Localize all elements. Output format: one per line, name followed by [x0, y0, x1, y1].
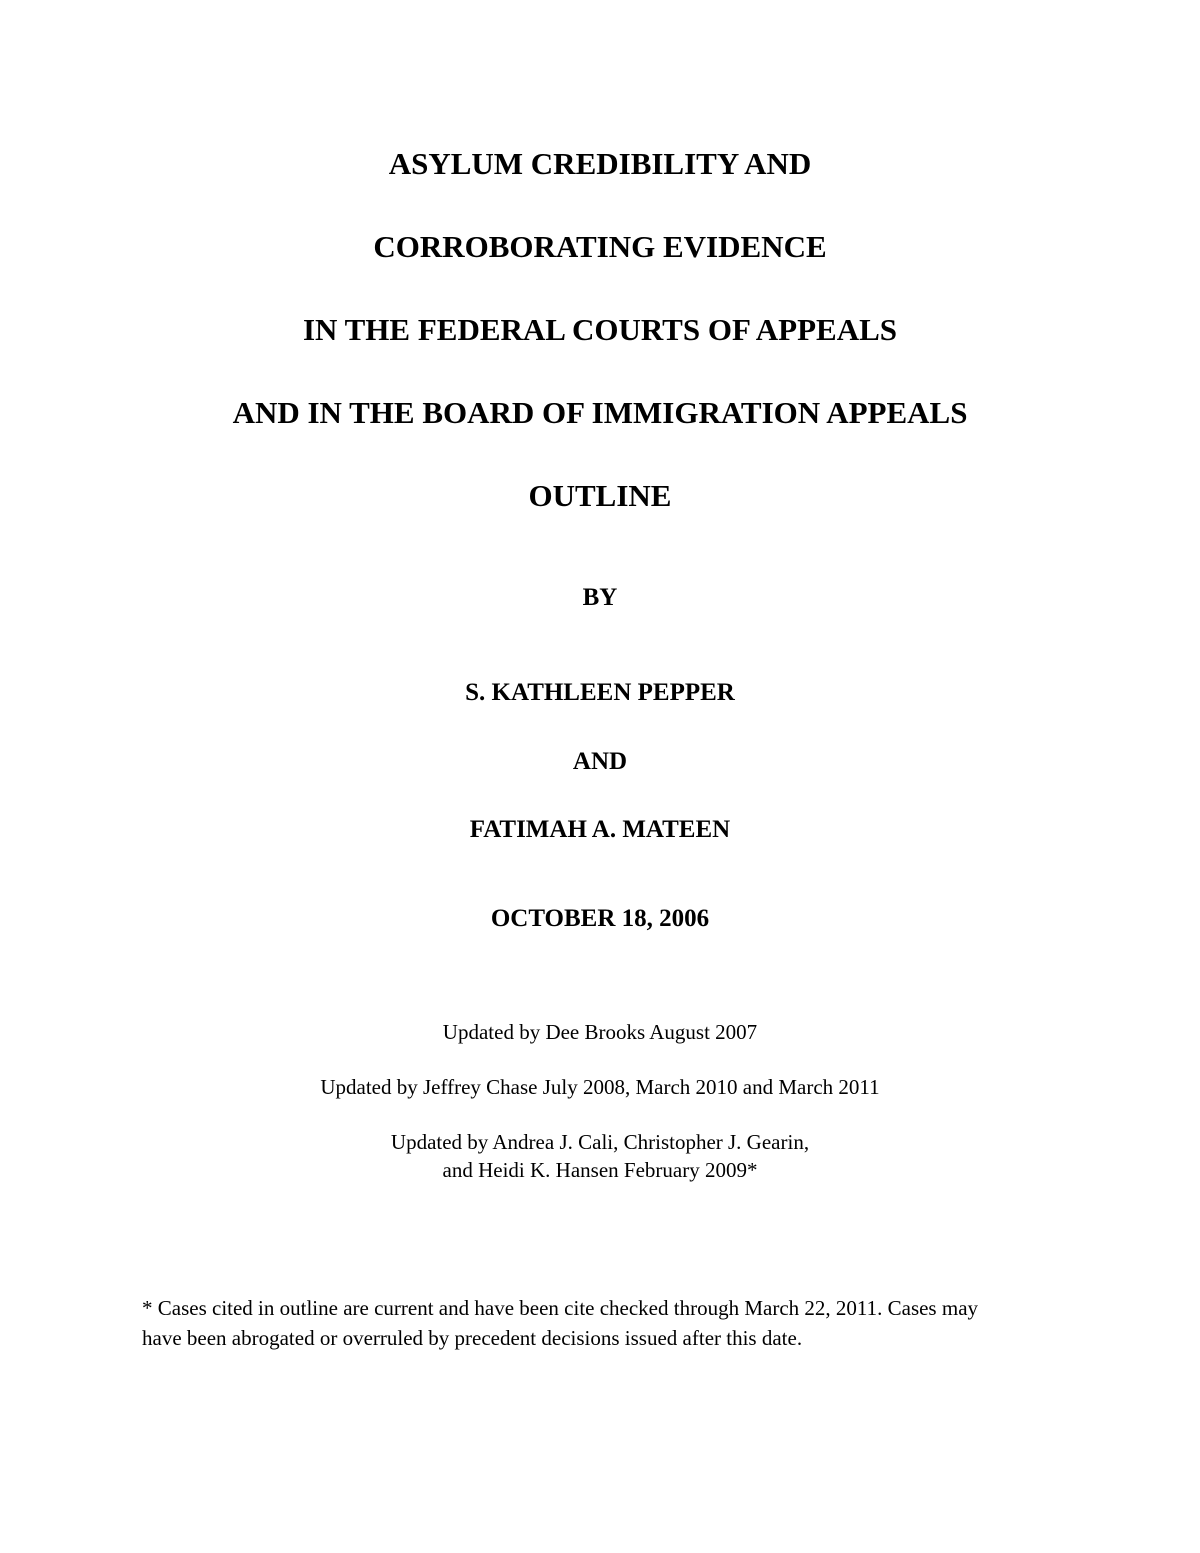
- title-line-1: ASYLUM CREDIBILITY AND: [388, 146, 812, 181]
- footnote-line-1: * Cases cited in outline are current and have been cite checked through March 22, 2011. Cases may: [142, 1296, 979, 1320]
- update-line-2: Updated by Jeffrey Chase July 2008, March 2010 and March 2011: [320, 1075, 880, 1099]
- by-label: BY: [582, 584, 618, 611]
- title-line-2: CORROBORATING EVIDENCE: [373, 229, 827, 264]
- update-line-4: and Heidi K. Hansen February 2009*: [442, 1158, 758, 1182]
- title-line-3: IN THE FEDERAL COURTS OF APPEALS: [302, 312, 898, 347]
- update-line-1: Updated by Dee Brooks August 2007: [442, 1020, 758, 1044]
- author-conjunction: AND: [572, 748, 628, 775]
- update-line-3: Updated by Andrea J. Cali, Christopher J. Gearin,: [390, 1130, 810, 1154]
- title-line-4: AND IN THE BOARD OF IMMIGRATION APPEALS: [232, 395, 968, 430]
- author-first: S. KATHLEEN PEPPER: [465, 679, 735, 706]
- document-date: OCTOBER 18, 2006: [490, 905, 710, 932]
- author-second: FATIMAH A. MATEEN: [469, 816, 731, 843]
- footnote: [142, 1293, 1072, 1353]
- footnote-line-2: have been abrogated or overruled by precedent decisions issued after this date.: [142, 1326, 803, 1350]
- title-line-5: OUTLINE: [528, 478, 672, 513]
